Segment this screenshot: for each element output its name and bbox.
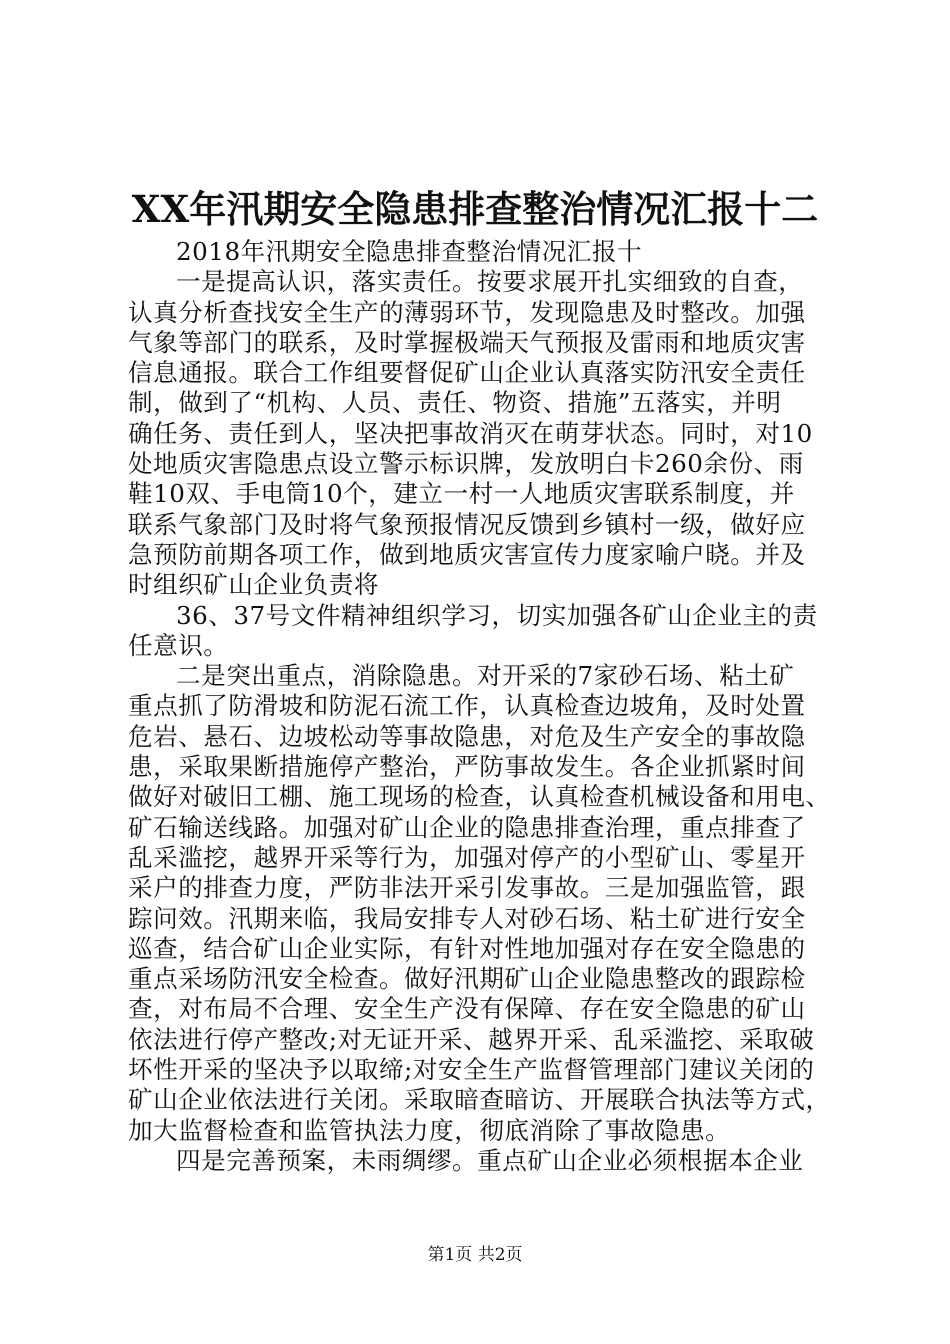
text-line: 气象等部门的联系，及时掌握极端天气预报及雷雨和地质灾害: [128, 327, 806, 357]
text-line: 坏性开采的坚决予以取缔;对安全生产监督管理部门建议关闭的: [128, 1055, 815, 1085]
page-number: 第1页 共2页: [427, 1245, 523, 1265]
text-line: 二是突出重点，消除隐患。对开采的7家砂石场、粘土矿: [176, 661, 795, 691]
text-line: 鞋10双、手电筒10个，建立一村一人地质灾害联系制度，并: [128, 479, 795, 509]
text-line: 四是完善预案，未雨绸缪。重点矿山企业必须根据本企业: [176, 1145, 804, 1175]
text-line: 做好对破旧工棚、施工现场的检查，认真检查机械设备和用电、: [128, 782, 831, 812]
text-line: 处地质灾害隐患点设立警示标识牌，发放明白卡260余份、雨: [128, 449, 804, 479]
document-body: [128, 237, 833, 1176]
text-line: 乱采滥挖，越界开采等行为，加强对停产的小型矿山、零星开: [128, 842, 806, 872]
text-line: 确任务、责任到人，坚决把事故消灭在萌芽状态。同时，对10: [128, 418, 813, 448]
text-line: 信息通报。联合工作组要督促矿山企业认真落实防汛安全责任: [128, 358, 806, 388]
document-title: XX年汛期安全隐患排查整治情况汇报十二: [131, 187, 819, 231]
text-line: 任意识。: [128, 630, 229, 660]
text-line: 2018年汛期安全隐患排查整治情况汇报十: [176, 237, 643, 266]
text-line: 一是提高认识，落实责任。按要求展开扎实细致的自查，: [176, 267, 804, 297]
text-line: 时组织矿山企业负责将: [128, 570, 379, 600]
text-line: 认真分析查找安全生产的薄弱环节，发现隐患及时整改。加强: [128, 297, 806, 327]
page-footer: [0, 1244, 950, 1266]
text-line: 患，采取果断措施停产整治，严防事故发生。各企业抓紧时间: [128, 752, 806, 782]
text-line: 重点抓了防滑坡和防泥石流工作，认真检查边坡角，及时处置: [128, 691, 806, 721]
text-line: 依法进行停产整改;对无证开采、越界开采、乱采滥挖、采取破: [128, 1024, 815, 1054]
text-line: 36、37号文件精神组织学习，切实加强各矿山企业主的责: [176, 600, 818, 630]
text-line: 矿石输送线路。加强对矿山企业的隐患排查治理，重点排查了: [128, 812, 806, 842]
text-line: 巡查，结合矿山企业实际，有针对性地加强对存在安全隐患的: [128, 933, 806, 963]
text-line: 急预防前期各项工作，做到地质灾害宣传力度家喻户晓。并及: [128, 539, 806, 569]
text-line: 加大监督检查和监管执法力度，彻底消除了事故隐患。: [128, 1115, 731, 1145]
text-line: 重点采场防汛安全检查。做好汛期矿山企业隐患整改的跟踪检: [128, 964, 806, 994]
text-line: 危岩、悬石、边坡松动等事故隐患，对危及生产安全的事故隐: [128, 721, 806, 751]
text-line: 矿山企业依法进行关闭。采取暗查暗访、开展联合执法等方式，: [128, 1085, 831, 1115]
text-line: 制，做到了“机构、人员、责任、物资、措施”五落实，并明: [128, 388, 782, 418]
text-line: 踪问效。汛期来临，我局安排专人对砂石场、粘土矿进行安全: [128, 903, 806, 933]
text-line: 采户的排查力度，严防非法开采引发事故。三是加强监管，跟: [128, 873, 806, 903]
text-line: 查，对布局不合理、安全生产没有保障、存在安全隐患的矿山: [128, 994, 806, 1024]
text-line: 联系气象部门及时将气象预报情况反馈到乡镇村一级，做好应: [128, 509, 806, 539]
